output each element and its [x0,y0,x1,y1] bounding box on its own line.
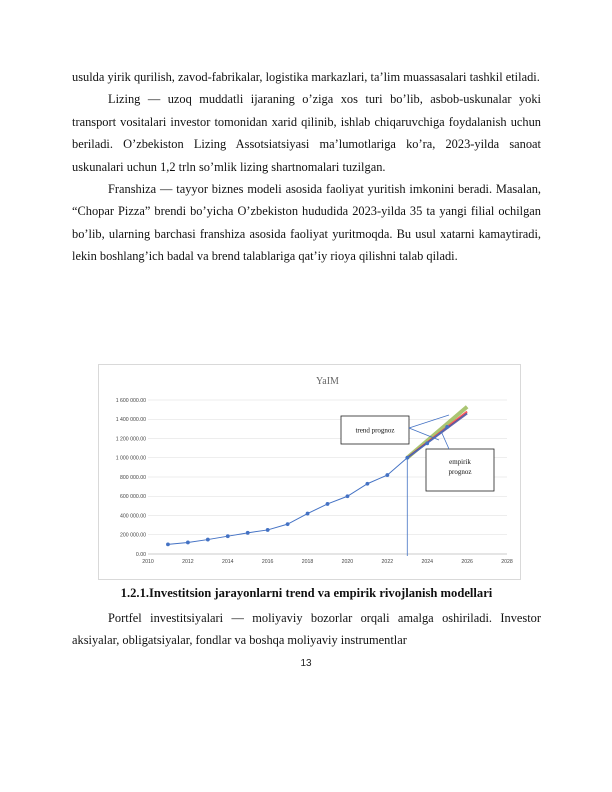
data-point [365,482,369,486]
y-tick-label: 1 600 000.00 [115,397,146,404]
data-point [286,522,290,526]
y-tick-label: 600 000.00 [120,494,146,501]
data-point [445,425,449,429]
annotation-label: trend prognoz [355,426,395,435]
paragraph-franshiza: Franshiza — tayyor biznes modeli asosida faoliyat yuritish imkonini beradi. Masalan, “Chopar Pizza” brendi bo’yicha O’zbekiston hududida 2023-yilda 35 ta yangi filial ochilgan bo’lib, ularning barchasi franshiza asosida faoliyat yuritmoqda. Bu usul xatarni kamaytiradi, lekin boshlang’ich badal va brend talablariga qat’iy rioya qilishni talab qiladi. [72,182,541,264]
data-point [166,542,170,546]
y-tick-label: 0.00 [135,551,146,558]
x-tick-label: 2026 [461,559,473,565]
x-tick-label: 2018 [301,559,314,565]
data-point [385,473,389,477]
annotation-arrow [441,431,449,449]
data-point [266,528,270,532]
data-point [405,456,409,460]
y-tick-label: 1 400 000.00 [115,417,146,424]
chart-title: YaIM [316,376,339,387]
x-tick-label: 2010 [142,559,154,565]
x-tick-label: 2024 [421,559,433,565]
figure-caption: 1.2.1.Investitsion jarayonlarni trend va empirik rivojlanish modellari [120,586,493,600]
data-point [186,541,190,545]
paragraph-lizing: Lizing — uzoq muddatli ijaraning o’ziga xos turi bo’lib, asbob-uskunalar yoki transport vositalari investor tomonidan xarid qilinib, ishlab chiqaruvchiga foydalanish uchun beriladi. O’zbekiston Lizing Assotsiatsiyasi ma’lumotlariga ko’ra, 2023-yilda sanoat uskunalari uchun 1,2 trln so’mlik lizing shartnomalari tuzilgan. [72,92,541,174]
y-tick-label: 1 200 000.00 [115,436,146,443]
x-tick-label: 2016 [261,559,274,565]
annotation-label: prognoz [448,468,472,476]
series-line [168,427,447,544]
page-number: 13 [300,658,312,669]
document-page [72,66,541,268]
x-tick-label: 2028 [501,559,513,565]
y-tick-label: 1 000 000.00 [115,455,146,462]
y-tick-label: 400 000.00 [120,513,146,520]
y-tick-label: 800 000.00 [120,474,146,481]
data-point [326,502,330,506]
paragraph-continuation: usulda yirik qurilish, zavod-fabrikalar, logistika markazlari, ta’lim muassasalari tashkil etiladi. [72,70,540,84]
yaim-chart [99,365,520,579]
y-tick-label: 200 000.00 [120,532,146,539]
data-point [346,494,350,498]
data-point [246,531,250,535]
data-point [206,538,210,542]
annotation-label: empirik [449,458,471,466]
paragraph-portfel-wrapper [72,607,541,652]
chart-figure [98,364,521,580]
data-point [226,534,230,538]
data-point [425,441,429,445]
x-tick-label: 2014 [222,559,234,565]
x-tick-label: 2020 [341,559,354,565]
x-tick-label: 2022 [381,559,394,565]
x-tick-label: 2012 [182,559,194,565]
data-point [306,512,310,516]
paragraph-portfel: Portfel investitsiyalari — moliyaviy bozorlar orqali amalga oshiriladi. Investor aksiyalar, obligatsiyalar, fondlar va boshqa moliyaviy instrumentlar [72,611,541,648]
